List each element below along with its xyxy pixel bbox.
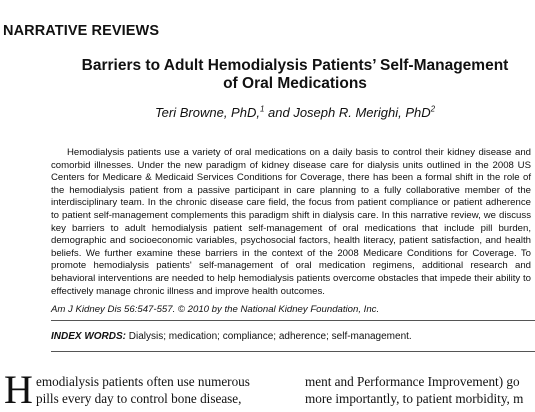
body-line: ment and Performance Improvement) go [305, 374, 520, 389]
article-title [40, 57, 535, 93]
article-title-line-2: of Oral Medications [223, 75, 367, 92]
journal-citation: Am J Kidney Dis 56:547-557. © 2010 by the National Kidney Foundation, Inc. [51, 304, 380, 315]
article-title-line-1: Barriers to Adult Hemodialysis Patients’ Self-Management [81, 57, 509, 74]
body-line: pills every day to control bone disease, [36, 391, 242, 406]
author-1-affiliation: 1 [259, 104, 265, 114]
abstract: Hemodialysis patients use a variety of oral medications on a daily basis to control their kidney disease and comorbid illnesses. Under the new paradigm of kidney disease care for dialysis units outlined in the 2008 US Centers for Medicare & Medicaid Services Conditions for Coverage, there has been a formal shift in the role of the hemodialysis patient from a passive participant in care planning to a fully collaborative member of the interdisciplinary team. In the chronic disease care field, the focus from patient compliance or patient adherence to patient self-management complements this paradigm shift in dialysis care. In this narrative review, we discuss key barriers to adult hemodialysis patient self-management of oral medications that include pill burden, demographic and socioeconomic variables, psychosocial factors, health literacy, patient satisfaction, and health beliefs. We further examine these barriers in the context of the 2008 Medicare Conditions for Coverage. To promote hemodialysis patients' self-management of oral medication regimens, additional research and behavioral interventions are needed to help hemodialysis patients overcome obstacles that impede their ability to effectively manage chronic illness and improve health outcomes. [51, 147, 531, 297]
body-column-right [305, 373, 535, 407]
author-line [40, 105, 535, 120]
drop-cap: H [4, 367, 33, 412]
body-line: more importantly, to patient morbidity, m [305, 391, 524, 406]
index-words-text: Dialysis; medication; compliance; adherence; self-management. [126, 331, 412, 342]
author-2-affiliation: 2 [430, 104, 436, 114]
author-joiner: and [264, 105, 294, 120]
body-line: emodialysis patients often use numerous [36, 374, 250, 389]
index-words-label: INDEX WORDS: [51, 331, 126, 342]
index-words [51, 331, 535, 343]
divider-bottom [51, 351, 535, 352]
body-column-left [4, 367, 274, 412]
author-1: Teri Browne, PhD, [154, 105, 260, 120]
divider-top [51, 320, 535, 321]
section-label: NARRATIVE REVIEWS [3, 23, 160, 39]
author-2: Joseph R. Merighi, PhD [293, 105, 431, 120]
